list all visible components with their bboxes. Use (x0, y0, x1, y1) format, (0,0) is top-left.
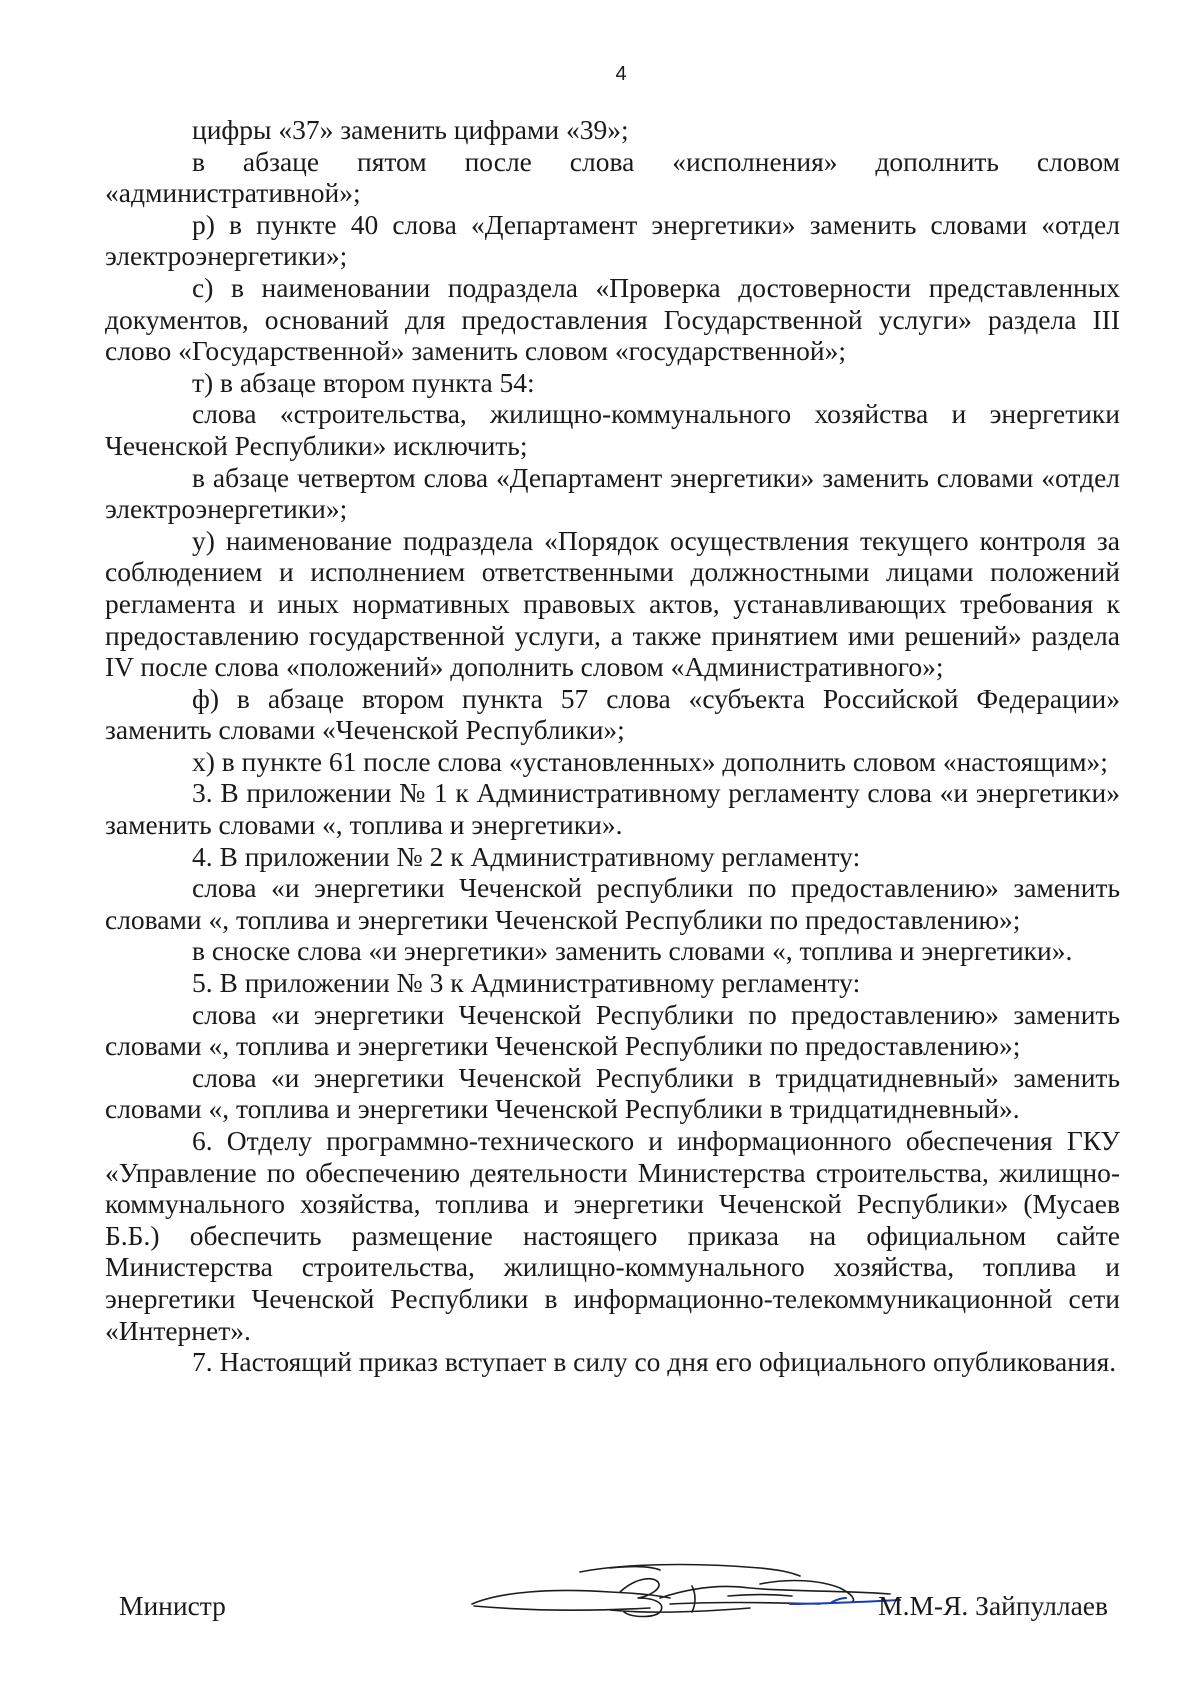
signatory-name: М.М-Я. Зайпуллаев (878, 1590, 1108, 1621)
paragraph: слова «и энергетики Чеченской Республики в тридцатидневный» заменить словами «, топлива и энергетики Чеченской Республики в тридцатидневный». (105, 1061, 1120, 1125)
paragraph: р) в пункте 40 слова «Департамент энергетики» заменить словами «отдел электроэнергетики»; (105, 208, 1120, 272)
signatory-title: Министр (119, 1590, 226, 1621)
paragraph: в абзаце пятом после слова «исполнения» дополнить словом «административной»; (105, 145, 1120, 209)
paragraph: цифры «37» заменить цифрами «39»; (192, 114, 629, 145)
paragraph: т) в абзаце втором пункта 54: (192, 366, 535, 398)
page-number: 4 (615, 63, 627, 85)
paragraph: в сноске слова «и энергетики» заменить словами «, топлива и энергетики». (192, 935, 1073, 967)
paragraph: в абзаце четвертом слова «Департамент энергетики» заменить словами «отдел электроэнергетики»; (105, 461, 1120, 525)
paragraph: у) наименование подраздела «Порядок осуществления текущего контроля за соблюдением и исполнением ответственными должностными лицами положений регламента и иных нормативных правовых актов, устанавливающих требования к предоставлению государственной услуги, а также принятием ими решений» раздела IV после слова «положений» дополнить словом «Административного»; (105, 524, 1120, 683)
paragraph: слова «строительства, жилищно-коммунального хозяйства и энергетики Чеченской Республики» исключить; (105, 398, 1120, 461)
paragraph: с) в наименовании подраздела «Проверка достоверности представленных документов, оснований для предоставления Государственной услуги» раздела III слово «Государственной» заменить словом «государственной»; (105, 271, 1120, 367)
signature-block (105, 1558, 1120, 1648)
paragraph: 4. В приложении № 2 к Административному регламенту: (192, 840, 861, 872)
paragraph: слова «и энергетики Чеченской республики по предоставлению» заменить словами «, топлива и энергетики Чеченской Республики по предоставлению»; (105, 872, 1120, 935)
paragraph: ф) в абзаце втором пункта 57 слова «субъекта Российской Федерации» заменить словами «Чеченской Республики»; (105, 682, 1120, 746)
paragraph: 5. В приложении № 3 к Административному регламенту: (192, 967, 861, 999)
paragraph: 3. В приложении № 1 к Административному регламенту слова «и энергетики» заменить словами «, топлива и энергетики». (105, 777, 1120, 841)
paragraph: 6. Отделу программно-технического и информационного обеспечения ГКУ «Управление по обеспечению деятельности Министерства строительства, жилищно-коммунального хозяйства, топлива и энергетики Чеченской Республики» (Мусаев Б.Б.) обеспечить размещение настоящего приказа на официальном сайте Министерства строительства, жилищно-коммунального хозяйства, топлива и энергетики Чеченской Республики в информационно-телекоммуникационной сети «Интернет». (105, 1125, 1120, 1346)
paragraph: слова «и энергетики Чеченской Республики по предоставлению» заменить словами «, топлива и энергетики Чеченской Республики по предоставлению»; (105, 998, 1120, 1062)
paragraph: 7. Настоящий приказ вступает в силу со дня его официального опубликования. (192, 1346, 1117, 1378)
paragraph: х) в пункте 61 после слова «установленных» дополнить словом «настоящим»; (192, 745, 1108, 777)
document-body (105, 114, 1120, 1378)
